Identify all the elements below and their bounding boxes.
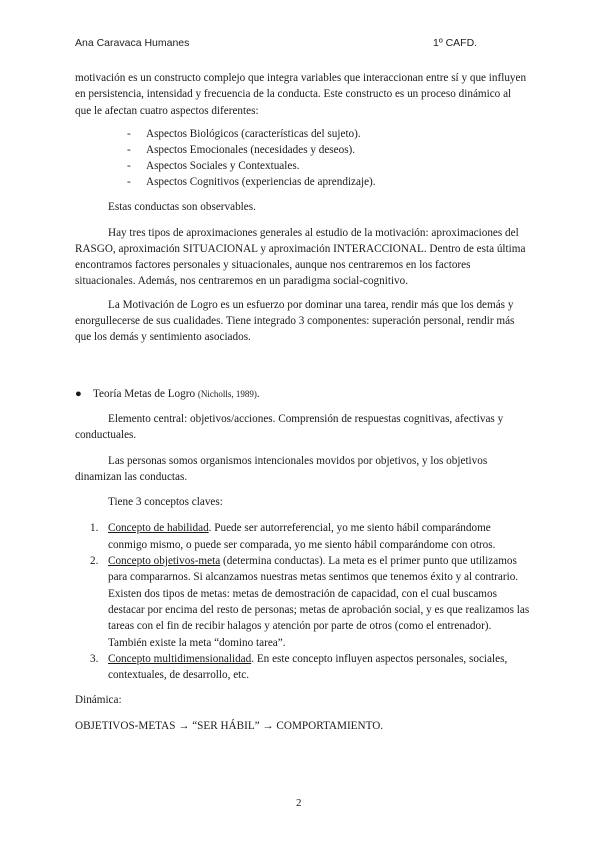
concept-term: Concepto de habilidad (108, 522, 209, 535)
theory-title: Teoría Metas de Logro (93, 387, 198, 400)
list-item: - Aspectos Emocionales (necesidades y deseos). (127, 142, 530, 158)
paragraph-observable: Estas conductas son observables. (108, 201, 256, 214)
paragraph-approaches: Hay tres tipos de aproximaciones generales al estudio de la motivación: aproximaciones del RASGO, aproximación SITUACIONAL y aproximación INTERACCIONAL. Dentro de esta última encontramos factores personales y situacionales, aunque nos centraremos en los factores situacionales. Además, nos centraremos en un paradigma social-cognitivo. (75, 226, 526, 288)
list-item (90, 520, 530, 553)
list-item: - Aspectos Biológicos (características del sujeto). (127, 126, 530, 142)
dynamics-formula: OBJETIVOS-METAS → “SER HÁBIL” → COMPORTAMIENTO. (75, 719, 384, 732)
list-number: 1. (90, 522, 99, 535)
page-number: 2 (296, 797, 302, 809)
theory-title-end: . (256, 387, 260, 400)
list-item (90, 553, 530, 651)
list-item (90, 651, 530, 684)
paragraph-motivation-definition: motivación es un constructo complejo que integra variables que interaccionan entre sí y que influyen en persistencia, intensidad y frecuencia de la conducta. Este constructo es un proceso dinámico al que le afectan cuatro aspectos diferentes: (75, 72, 527, 117)
concept-text: . Puede ser autorreferencial, yo me siento hábil comparándome conmigo mismo, o puede ser comparada, yo me siento hábil comparándome con otros. (108, 522, 496, 551)
aspects-list (75, 126, 530, 190)
paragraph-central-element: Elemento central: objetivos/acciones. Comprensión de respuestas cognitivas, afectivas y conductuales. (75, 412, 504, 442)
list-number: 3. (90, 652, 99, 665)
paragraph-key-concepts: Tiene 3 conceptos claves: (108, 496, 223, 509)
concepts-list (75, 520, 530, 683)
concept-text: . En este concepto influyen aspectos personales, sociales, contextuales, de desarrollo, etc. (108, 652, 508, 682)
header-author: Ana Caravaca Humanes (75, 37, 190, 49)
document-body (75, 70, 530, 734)
bullet-theory-title (75, 386, 530, 402)
paragraph-achievement-motivation: La Motivación de Logro es un esfuerzo por dominar una tarea, rendir más que los demás y enorgullecerse de sus cualidades. Tiene integrado 3 componentes: superación personal, rendir más que los demás y sentimiento asociados. (75, 298, 515, 344)
theory-citation: (Nicholls, 1989) (197, 388, 257, 399)
concept-text: (determina conductas). La meta es el primer punto que utilizamos para compararnos. Si alcanzamos nuestras metas sentimos que tenemos éxito y al contrario. Existen dos tipos de metas: metas de demostración de capacidad, con el cual buscamos destacar por encima del resto de personas; metas de aprobación social, y es que realizamos las tareas con el fin de recibir halagos y atención por parte de otros (como el entrenador). También existe la meta “domino tarea”. (108, 555, 530, 649)
list-number: 2. (90, 555, 99, 568)
header-course: 1º CAFD. (433, 37, 478, 49)
bullet-icon: ● (75, 387, 82, 400)
dynamics-label: Dinámica: (75, 694, 122, 707)
list-item: - Aspectos Cognitivos (experiencias de aprendizaje). (127, 174, 530, 190)
concept-term: Concepto multidimensionalidad (108, 652, 252, 665)
paragraph-intentional-organisms: Las personas somos organismos intencionales movidos por objetivos, y los objetivos dinamizan las conductas. (75, 454, 488, 483)
concept-term: Concepto objetivos-meta (108, 555, 221, 568)
list-item: - Aspectos Sociales y Contextuales. (127, 158, 530, 174)
